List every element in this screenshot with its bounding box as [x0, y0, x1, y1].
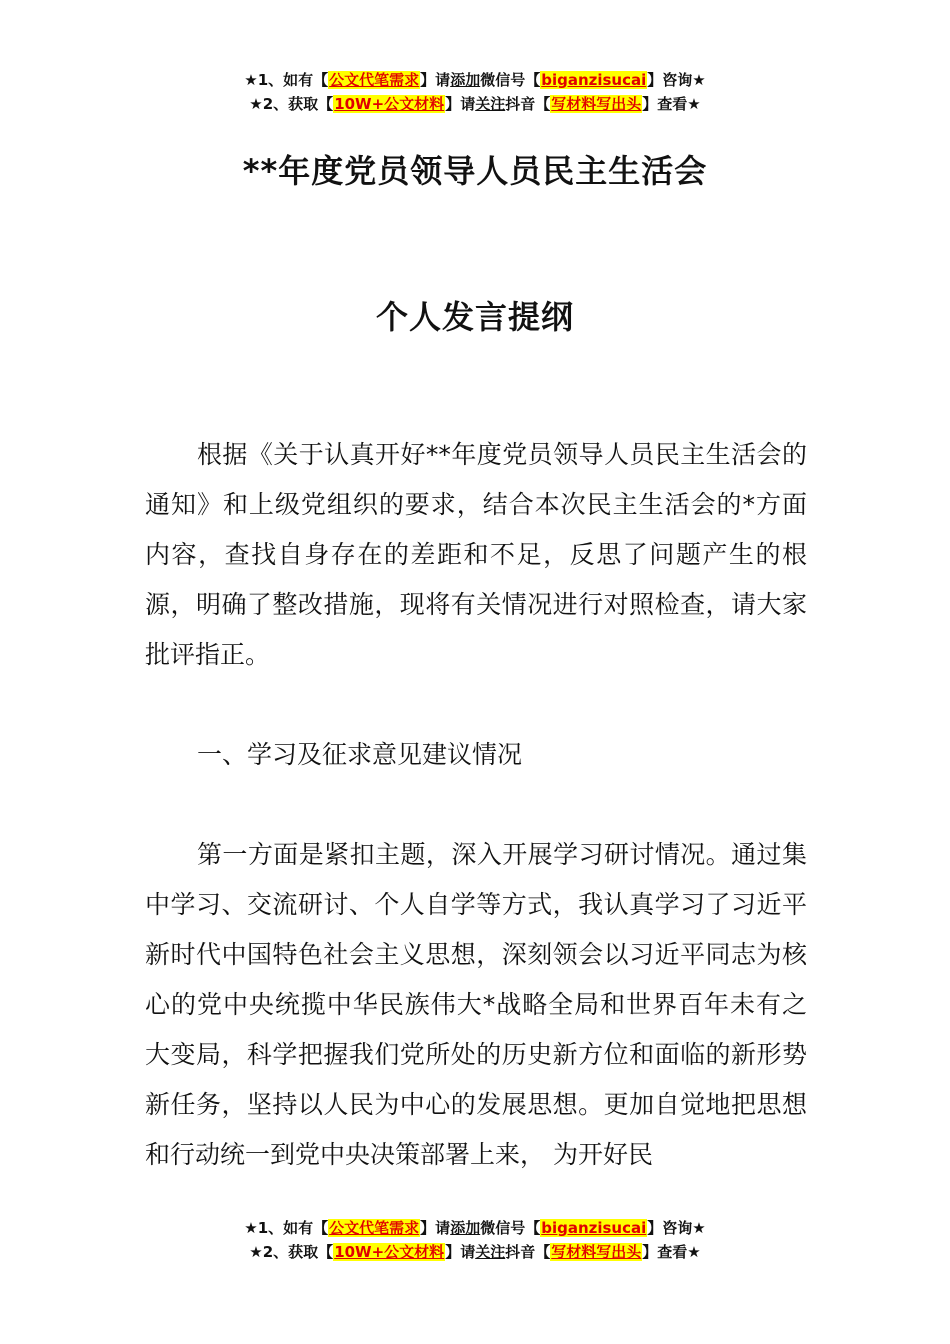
banner-text: 】查看★ [642, 1243, 701, 1261]
banner-text: 关注 [475, 95, 506, 113]
section-paragraph: 第一方面是紧扣主题，深入开展学习研讨情况。通过集中学习、交流研讨、个人自学等方式，我认真学习了习近平新时代中国特色社会主义思想，深刻领会以习近平同志为核心的党中央统揽中华民族伟大*战略全局和世界百年未有之大变局，科学把握我们党所处的历史新方位和面临的新形势新任务，坚持以人民为中心的发展思想。更加自觉地把思想和行动统一到党中央决策部署上来， 为开好民 [145, 840, 807, 1169]
banner-text: 】查看★ [642, 95, 701, 113]
banner-line-1 [0, 1216, 950, 1240]
banner-text: ★1、如有【 [244, 1219, 329, 1237]
banner-text: 微信号【 [480, 1219, 541, 1237]
banner-text: 微信号【 [480, 71, 541, 89]
banner-text: ★2、获取【 [249, 95, 334, 113]
materials-highlight: 10W+公文材料 [334, 1243, 445, 1261]
service-highlight: 公文代笔需求 [329, 1219, 420, 1237]
banner-text: 添加 [450, 1219, 481, 1237]
banner-text: 】请 [420, 1219, 451, 1237]
douyin-account-highlight[interactable]: 写材料写出头 [551, 1243, 642, 1261]
wechat-id-link[interactable]: biganzisucai [541, 1219, 647, 1237]
banner-line-1 [0, 68, 950, 92]
service-highlight: 公文代笔需求 [329, 71, 420, 89]
douyin-account-highlight[interactable]: 写材料写出头 [551, 95, 642, 113]
banner-text: 抖音【 [505, 95, 551, 113]
banner-text: 】请 [445, 95, 476, 113]
intro-paragraph: 根据《关于认真开好**年度党员领导人员民主生活会的通知》和上级党组织的要求，结合本次民主生活会的*方面内容，查找自身存在的差距和不足，反思了问题产生的根源，明确了整改措施，现将有关情况进行对照检查，请大家批评指正。 [145, 440, 807, 669]
materials-highlight: 10W+公文材料 [334, 95, 445, 113]
footer-banner [0, 1216, 950, 1264]
wechat-id-link[interactable]: biganzisucai [541, 71, 647, 89]
banner-text: 】请 [445, 1243, 476, 1261]
document-subtitle: 个人发言提纲 [375, 298, 574, 336]
banner-text: ★1、如有【 [244, 71, 329, 89]
banner-text: 】请 [420, 71, 451, 89]
banner-text: 关注 [475, 1243, 506, 1261]
section-heading: 一、学习及征求意见建议情况 [197, 740, 523, 769]
banner-line-2 [0, 92, 950, 116]
banner-text: 添加 [450, 71, 481, 89]
header-banner [0, 68, 950, 116]
banner-text: 抖音【 [505, 1243, 551, 1261]
banner-text: ★2、获取【 [249, 1243, 334, 1261]
banner-text: 】咨询★ [647, 71, 706, 89]
banner-line-2 [0, 1240, 950, 1264]
document-title: **年度党员领导人员民主生活会 [242, 152, 708, 190]
banner-text: 】咨询★ [647, 1219, 706, 1237]
